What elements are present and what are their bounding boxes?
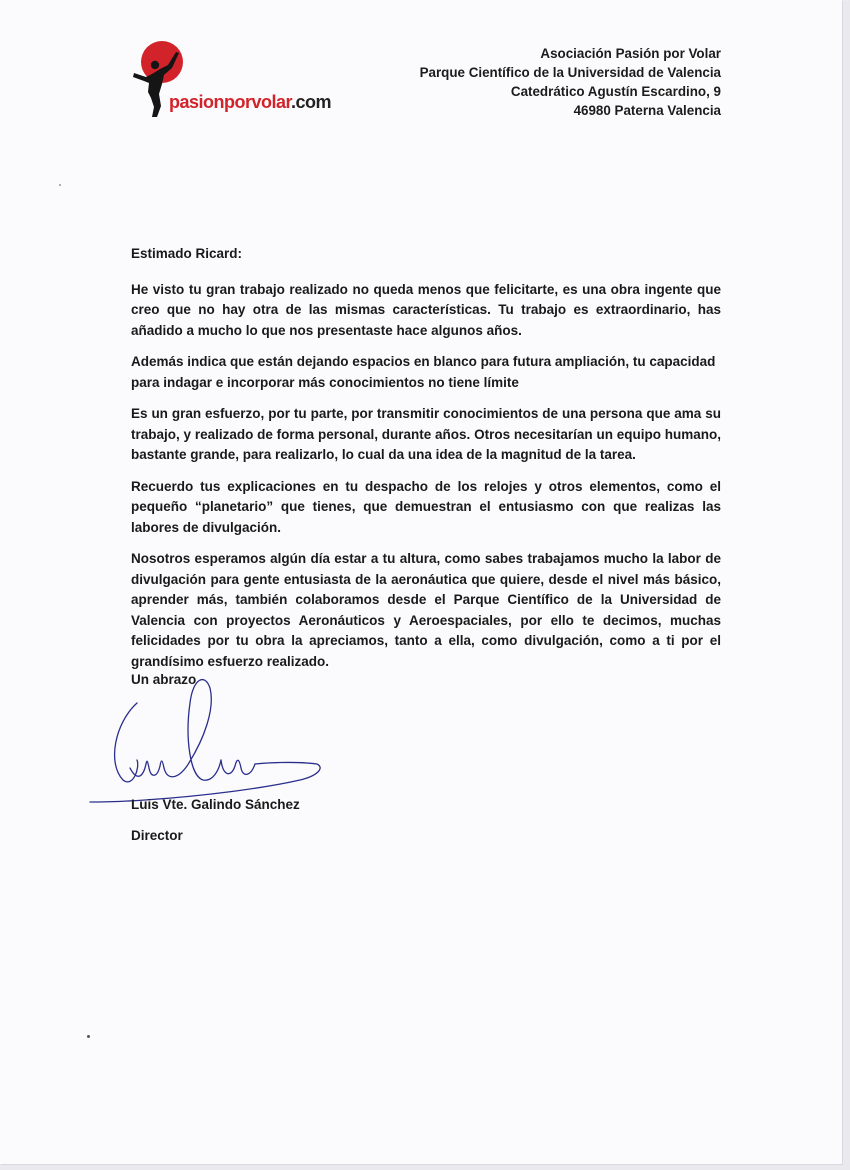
pasionporvolar-logo <box>130 40 330 120</box>
signer-role: Director <box>131 828 183 843</box>
address-line-street: Catedrático Agustín Escardino, 9 <box>510 84 721 99</box>
paragraph-4: Recuerdo tus explicaciones en tu despacho de los relojes y otros elementos, como el pequeño “planetario” que tienes, que demuestran el entusiasmo con que realizas las labores de divulgación. <box>131 478 721 535</box>
paragraph-5: Nosotros esperamos algún día estar a tu altura, como sabes trabajamos mucho la labor de divulgación para gente entusiasta de la aeronáutica que quiere, desde el nivel más básico, aprender más, también colaboramos desde el Parque Científico de la Universidad de Valencia con proyectos Aeronáuticos y Aeroespaciales, por ello te decimos, muchas felicidades por tu obra la apreciamos, tanto a ella, como divulgación, como a ti por el grandísimo esfuerzo realizado. <box>131 551 721 669</box>
scan-speck <box>59 184 61 186</box>
letter-body <box>131 244 721 683</box>
greeting: Estimado Ricard: <box>131 246 243 261</box>
closing: Un abrazo <box>131 672 197 687</box>
logo-wordmark-dark: .com <box>291 92 332 112</box>
scan-speck <box>87 1035 90 1038</box>
logo-wordmark-red: pasionporvolar <box>169 92 292 112</box>
logo-wordmark <box>169 92 331 113</box>
address-line-organization: Asociación Pasión por Volar <box>540 46 721 61</box>
address-line-park: Parque Científico de la Universidad de Valencia <box>419 65 721 80</box>
paragraph-3: Es un gran esfuerzo, por tu parte, por transmitir conocimientos de una persona que ama su trabajo, y realizado de forma personal, durante años. Otros necesitarían un equipo humano, bastante grande, para realizarlo, lo cual da una idea de la magnitud de la tarea. <box>131 406 721 462</box>
sender-address <box>420 44 721 120</box>
handwritten-signature <box>85 668 335 813</box>
address-line-city: 46980 Paterna Valencia <box>573 103 721 118</box>
paragraph-1: He visto tu gran trabajo realizado no queda menos que felicitarte, es una obra ingente que creo que no hay otra de las mismas características. Tu trabajo es extraordinario, has añadido a mucho lo que nos presentaste hace algunos años. <box>131 281 721 338</box>
paragraph-2: Además indica que están dejando espacios en blanco para futura ampliación, tu capacidad para indagar e incorporar más conocimientos no tiene límite <box>131 354 716 390</box>
signer-name: Luis Vte. Galindo Sánchez <box>131 797 300 812</box>
